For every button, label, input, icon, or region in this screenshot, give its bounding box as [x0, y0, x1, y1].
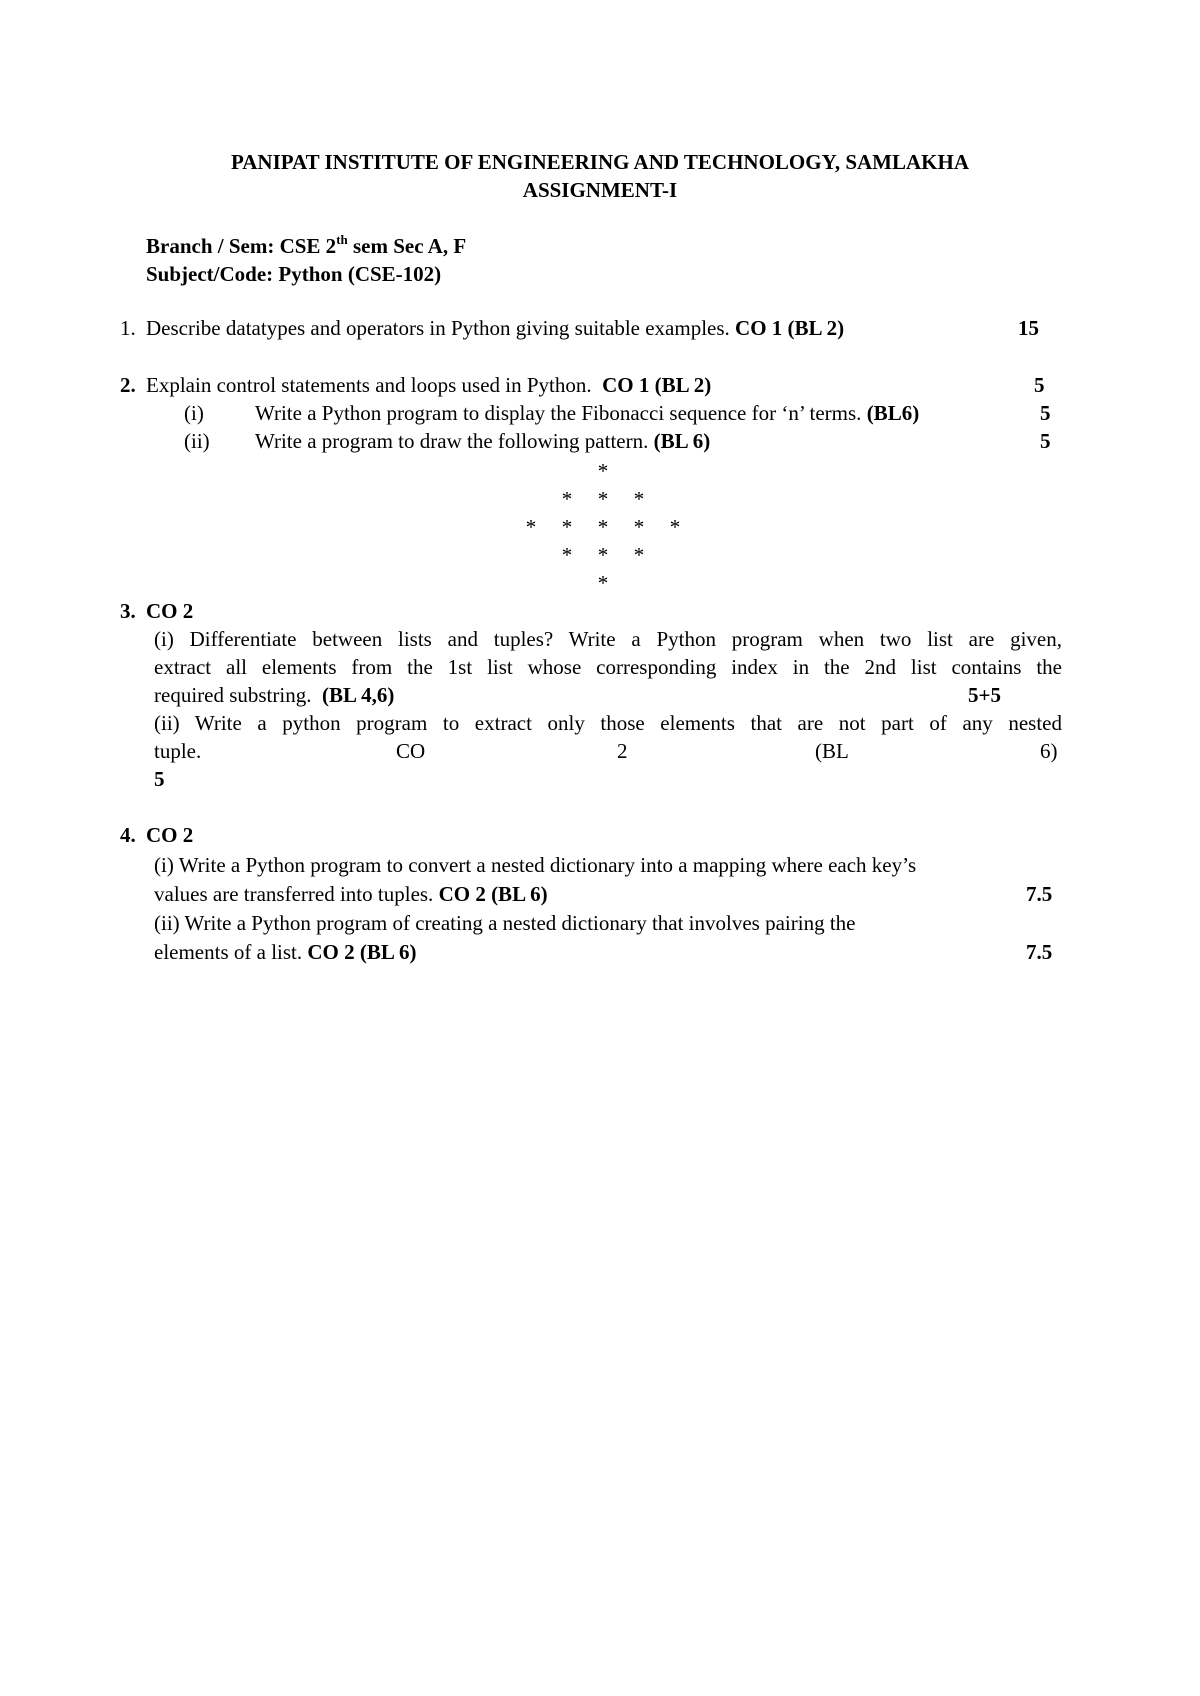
q3-ii-line1: (ii) Write a python program to extract only those elements that are not part of any nested [154, 711, 1062, 735]
q3-ii-word-tuple: tuple. [154, 739, 202, 763]
q1-line [146, 318, 844, 339]
q2-sub2-bl: (BL 6) [653, 429, 711, 453]
q4-ii-line2: elements of a list. [154, 940, 303, 964]
q2-number: 2. [120, 373, 136, 397]
q4-co: CO 2 [146, 823, 194, 847]
star: * [525, 515, 537, 539]
q3-number: 3. [120, 599, 136, 623]
q2-sub2-line [255, 431, 710, 452]
q2-sub1-marks: 5 [1040, 401, 1051, 425]
q3-ii-marks: 5 [154, 767, 165, 791]
q4-ii-line1: (ii) Write a Python program of creating a nested dictionary that involves pairing the [154, 911, 856, 935]
q4-i-line2: values are transferred into tuples. [154, 882, 434, 906]
q2-sub2-marks: 5 [1040, 429, 1051, 453]
q1-co: CO 1 (BL 2) [735, 316, 845, 340]
star: * [633, 543, 645, 567]
q3-ii-word-co: CO [396, 739, 426, 763]
q2-sub1-text: Write a Python program to display the Fibonacci sequence for ‘n’ terms. [255, 401, 862, 425]
q4-i-line2-wrap [154, 884, 548, 905]
q4-i-marks: 7.5 [1026, 882, 1053, 906]
q3-ii-word-6: 6) [1040, 739, 1058, 763]
branch-rest: sem Sec A, F [347, 234, 467, 258]
star: * [597, 515, 609, 539]
branch-sem [146, 232, 467, 258]
q4-ii-line2-wrap [154, 942, 416, 963]
star: * [597, 487, 609, 511]
q4-ii-marks: 7.5 [1026, 940, 1053, 964]
q3-ii-word-2: 2 [617, 739, 628, 763]
star: * [669, 515, 681, 539]
star: * [633, 487, 645, 511]
q2-sub1-number: (i) [184, 401, 204, 425]
q3-ii-word-bl: (BL [815, 739, 849, 763]
q4-number: 4. [120, 823, 136, 847]
q3-i-line3-wrap [154, 685, 394, 706]
q3-i-line2: extract all elements from the 1st list whose corresponding index in the 2nd list contains the [154, 655, 1062, 679]
subject-code: Subject/Code: Python (CSE-102) [146, 262, 442, 286]
branch-sup: th [336, 232, 348, 247]
q3-co: CO 2 [146, 599, 194, 623]
star: * [597, 571, 609, 595]
star: * [633, 515, 645, 539]
q4-ii-co: CO 2 (BL 6) [307, 940, 417, 964]
q1-marks: 15 [1018, 316, 1039, 340]
q2-sub1-line [255, 403, 919, 424]
q4-i-co: CO 2 (BL 6) [438, 882, 548, 906]
q2-sub2-text: Write a program to draw the following pattern. [255, 429, 649, 453]
star: * [597, 459, 609, 483]
star: * [561, 543, 573, 567]
q2-line [146, 375, 711, 396]
star: * [561, 515, 573, 539]
q1-number: 1. [120, 316, 136, 340]
q1-text: Describe datatypes and operators in Python giving suitable examples. [146, 316, 730, 340]
q3-i-line1: (i) Differentiate between lists and tuples? Write a Python program when two list are given, [154, 627, 1062, 651]
star: * [561, 487, 573, 511]
branch-label: Branch / Sem: CSE 2 [146, 234, 337, 258]
q3-i-line3: required substring. [154, 683, 312, 707]
q2-text: Explain control statements and loops used in Python. [146, 373, 592, 397]
assignment-title: ASSIGNMENT-I [522, 178, 678, 202]
q3-i-bl: (BL 4,6) [321, 683, 395, 707]
q3-i-marks: 5+5 [968, 683, 1001, 707]
q2-co: CO 1 (BL 2) [602, 373, 712, 397]
institute-title: PANIPAT INSTITUTE OF ENGINEERING AND TECHNOLOGY, SAMLAKHA [230, 150, 970, 174]
q2-sub2-number: (ii) [184, 429, 210, 453]
q2-sub1-bl: (BL6) [866, 401, 920, 425]
q4-i-line1: (i) Write a Python program to convert a nested dictionary into a mapping where each key’s [154, 853, 917, 877]
q2-marks: 5 [1034, 373, 1045, 397]
star: * [597, 543, 609, 567]
